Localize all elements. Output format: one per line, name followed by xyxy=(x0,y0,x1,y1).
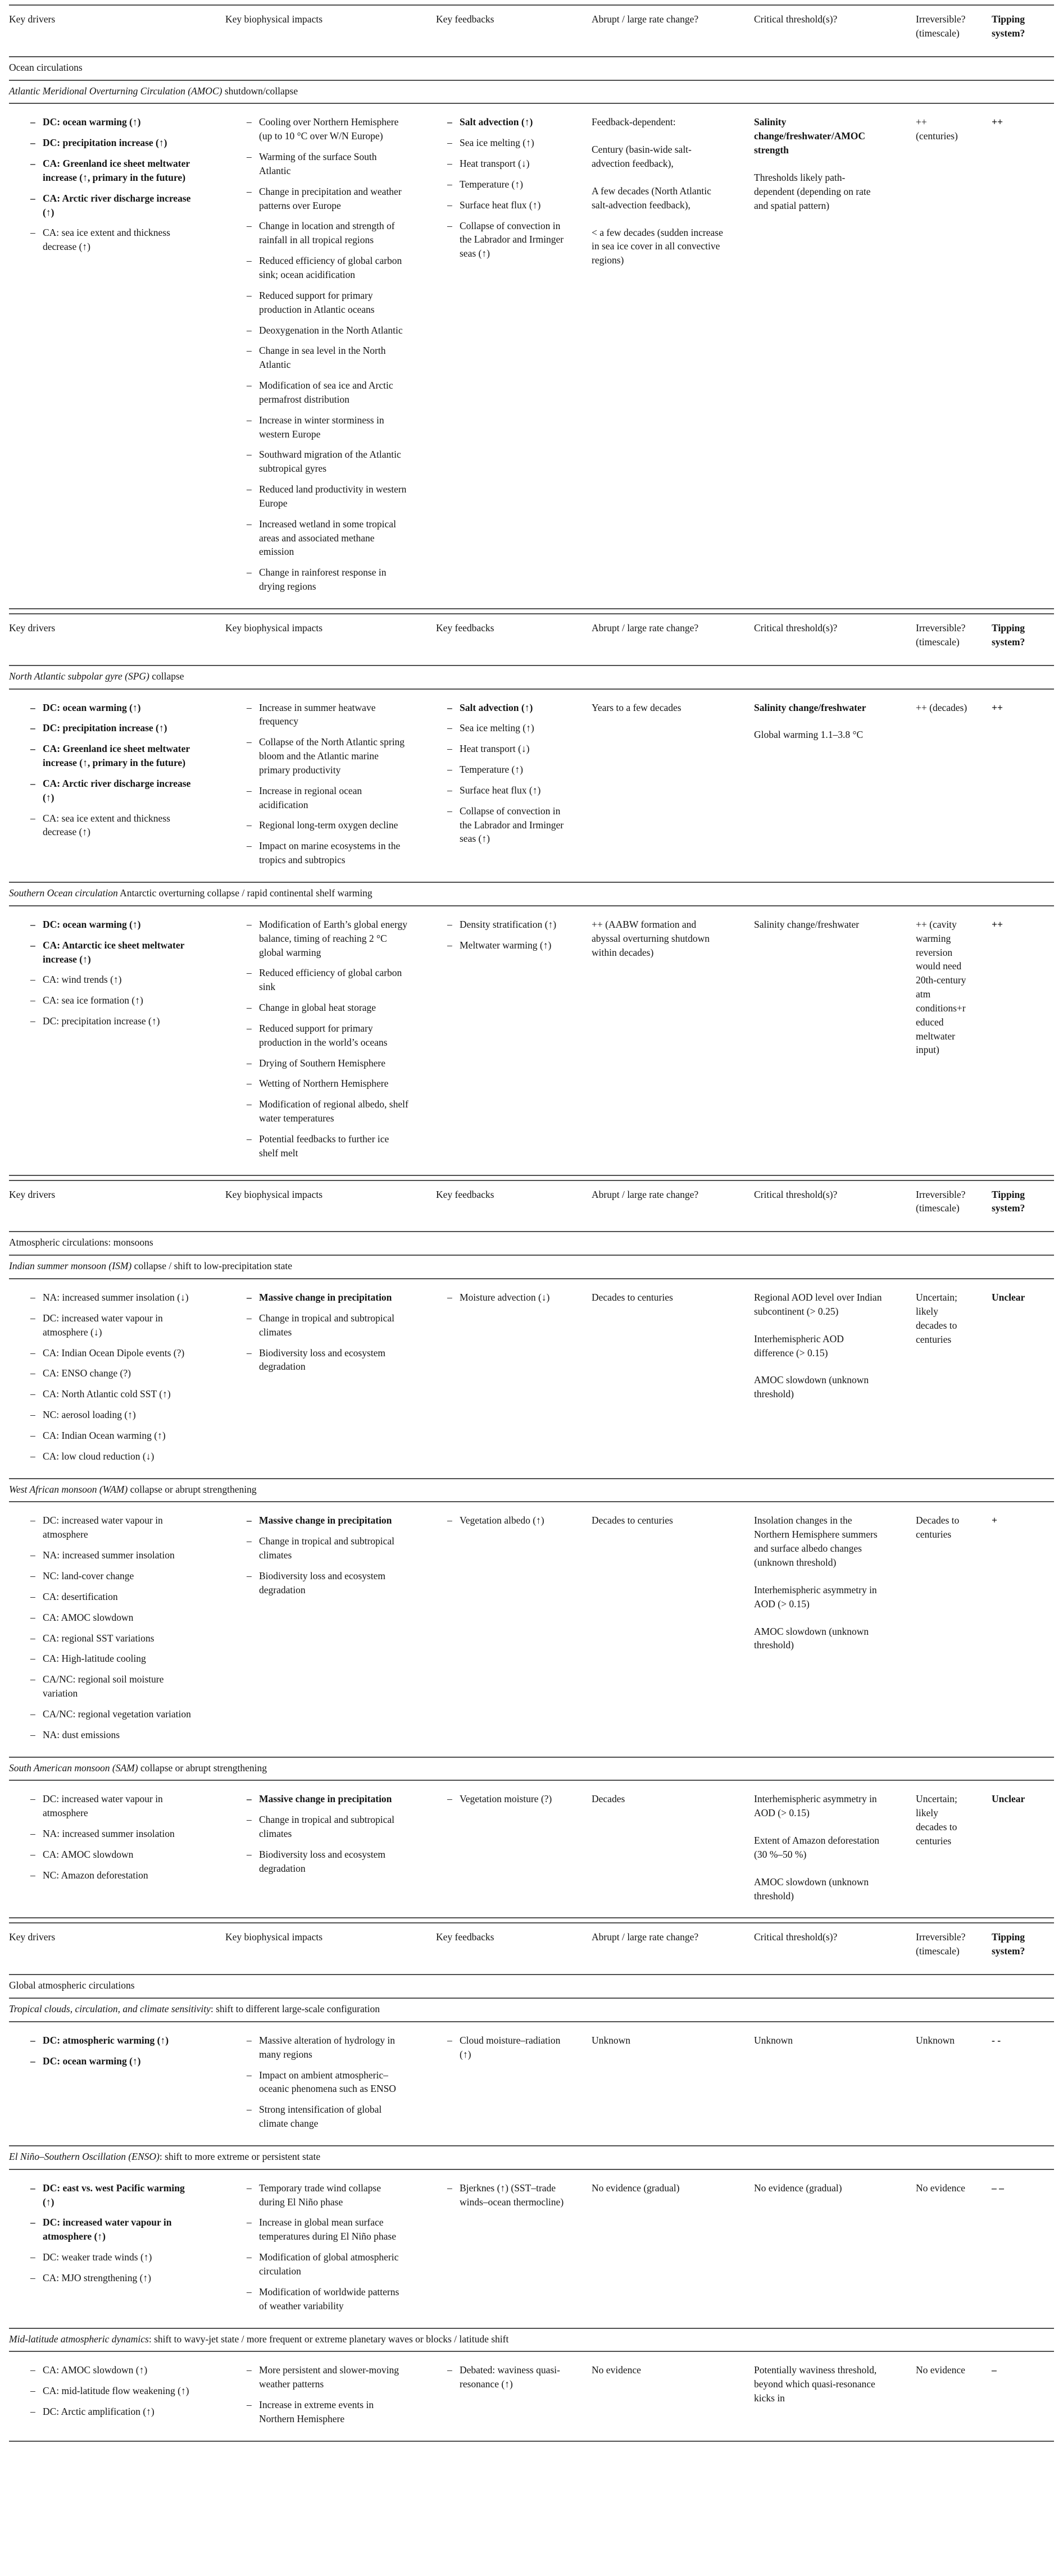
list-item: – Sea ice melting (↑) xyxy=(447,136,569,150)
list-item: – Increase in summer heatwave frequency xyxy=(247,701,409,729)
cell-feedbacks xyxy=(436,115,592,594)
list-item: – Increase in winter storminess in western Europe xyxy=(247,413,409,441)
text-paragraph: No evidence (gradual) xyxy=(754,2182,842,2194)
text-paragraph: – xyxy=(992,2364,997,2376)
list-item: – CA: Arctic river discharge increase (↑) xyxy=(30,192,198,220)
list-item: – Surface heat flux (↑) xyxy=(447,783,569,797)
section-title-rest: collapse or abrupt strengthening xyxy=(128,1483,257,1495)
rule xyxy=(9,608,1054,609)
list-item: – CA: Greenland ice sheet meltwater increase (↑, primary in the future) xyxy=(30,157,198,185)
section-title-italic: Atlantic Meridional Overturning Circulation (AMOC) xyxy=(9,85,222,97)
text-paragraph: Global warming 1.1–3.8 °C xyxy=(754,729,864,741)
list-item: – NC: Amazon deforestation xyxy=(30,1868,198,1882)
section-row-enso xyxy=(9,2170,1054,2328)
section-title-rest: : shift to more extreme or persistent state xyxy=(159,2150,321,2162)
list-item: – Debated: waviness quasi-resonance (↑) xyxy=(447,2363,569,2391)
list-item: – CA: AMOC slowdown (↑) xyxy=(30,2363,198,2377)
list-item: – DC: precipitation increase (↑) xyxy=(30,721,198,735)
list-item: – Salt advection (↑) xyxy=(447,701,569,715)
section-title-wam xyxy=(9,1479,1054,1502)
list-item: – More persistent and slower-moving weather patterns xyxy=(247,2363,409,2391)
cell-abrupt xyxy=(592,2181,754,2313)
column-header-threshold: Critical threshold(s)? xyxy=(754,13,838,25)
text-paragraph: Salinity change/freshwater xyxy=(754,701,866,713)
list-item: – DC: weaker trade winds (↑) xyxy=(30,2250,198,2264)
list-item: – Potential feedbacks to further ice shelf melt xyxy=(247,1132,409,1160)
cell-irreversible xyxy=(916,2181,992,2313)
column-header-feedbacks: Key feedbacks xyxy=(436,13,494,25)
text-paragraph: Extent of Amazon deforestation (30 %–50 %) xyxy=(754,1835,880,1860)
cell-feedbacks xyxy=(436,1513,592,1741)
list-item: – Temporary trade wind collapse during El Niño phase xyxy=(247,2181,409,2209)
list-item: – CA: sea ice formation (↑) xyxy=(30,993,198,1007)
list-item: – Southward migration of the Atlantic subtropical gyres xyxy=(247,448,409,476)
cell-feedbacks xyxy=(436,2181,592,2313)
text-paragraph: AMOC slowdown (unknown threshold) xyxy=(754,1625,869,1651)
list-item: – Change in tropical and subtropical climates xyxy=(247,1311,409,1339)
text-paragraph: Decades to centuries xyxy=(592,1292,673,1303)
list-item: – CA: High-latitude cooling xyxy=(30,1652,198,1666)
section-title-spg xyxy=(9,666,1054,689)
section-row-tropical-clouds xyxy=(9,2022,1054,2145)
cell-drivers xyxy=(9,2034,225,2131)
section-title-italic: Indian summer monsoon (ISM) xyxy=(9,1260,132,1272)
cell-tipping xyxy=(992,2181,1044,2313)
section-title-italic: West African monsoon (WAM) xyxy=(9,1483,128,1495)
list-item: – Change in precipitation and weather patterns over Europe xyxy=(247,185,409,213)
list-item: – DC: increased water vapour in atmosphere (↑) xyxy=(30,2215,198,2244)
cell-feedbacks xyxy=(436,701,592,867)
list-item: – DC: ocean warming (↑) xyxy=(30,701,198,715)
column-header-feedbacks: Key feedbacks xyxy=(436,622,494,633)
list-item: – Change in rainforest response in drying regions xyxy=(247,566,409,594)
list-item: – Reduced support for primary production in the world’s oceans xyxy=(247,1022,409,1050)
section-title-amoc xyxy=(9,81,1054,103)
list-item: – DC: atmospheric warming (↑) xyxy=(30,2034,198,2048)
list-item: – Massive change in precipitation xyxy=(247,1291,409,1305)
cell-threshold xyxy=(754,1291,916,1463)
cell-drivers xyxy=(9,1291,225,1463)
cell-drivers xyxy=(9,115,225,594)
cell-abrupt xyxy=(592,1291,754,1463)
list-item: – CA/NC: regional soil moisture variation xyxy=(30,1672,198,1700)
text-paragraph: AMOC slowdown (unknown threshold) xyxy=(754,1876,869,1902)
column-header-irreversible: Irreversible? (timescale) xyxy=(916,622,966,648)
section-title-ism xyxy=(9,1256,1054,1278)
list-item: – CA: sea ice extent and thickness decrease (↑) xyxy=(30,811,198,840)
text-paragraph: Unclear xyxy=(992,1292,1025,1303)
list-item: – Heat transport (↓) xyxy=(447,157,569,171)
list-item: – Modification of global atmospheric circulation xyxy=(247,2250,409,2278)
text-paragraph: Insolation changes in the Northern Hemisphere summers and surface albedo changes (unknown threshold) xyxy=(754,1515,878,1568)
list-item: – Modification of worldwide patterns of weather variability xyxy=(247,2285,409,2313)
section-title-italic: South American monsoon (SAM) xyxy=(9,1762,138,1773)
text-paragraph: ++ xyxy=(992,701,1003,713)
cell-irreversible xyxy=(916,2034,992,2131)
text-paragraph: Decades to centuries xyxy=(916,1515,960,1540)
list-item: – CA: Antarctic ice sheet meltwater increase (↑) xyxy=(30,938,198,966)
column-header-tipping: Tipping system? xyxy=(992,1931,1025,1957)
column-header-key-drivers: Key drivers xyxy=(9,1188,56,1200)
cell-threshold xyxy=(754,2181,916,2313)
text-paragraph: No evidence xyxy=(916,2182,965,2194)
section-title-rest: collapse xyxy=(149,670,184,682)
list-item: – Salt advection (↑) xyxy=(447,115,569,129)
list-item: – CA: North Atlantic cold SST (↑) xyxy=(30,1387,198,1401)
list-item: – CA: ENSO change (?) xyxy=(30,1366,198,1380)
list-item: – Cooling over Northern Hemisphere (up to 10 °C over W/N Europe) xyxy=(247,115,409,143)
text-paragraph: A few decades (North Atlantic salt-advection feedback), xyxy=(592,185,711,211)
rule xyxy=(9,2441,1054,2442)
list-item: – Impact on marine ecosystems in the tropics and subtropics xyxy=(247,839,409,867)
column-header-impacts: Key biophysical impacts xyxy=(225,1188,323,1200)
list-item: – CA: mid-latitude flow weakening (↑) xyxy=(30,2384,198,2398)
list-item: – Surface heat flux (↑) xyxy=(447,198,569,212)
section-title-southern-ocean xyxy=(9,883,1054,905)
section-row-mid-latitude xyxy=(9,2352,1054,2440)
list-item: – DC: precipitation increase (↑) xyxy=(30,1014,198,1028)
cell-impacts xyxy=(225,2034,436,2131)
cell-feedbacks xyxy=(436,2034,592,2131)
cell-drivers xyxy=(9,1792,225,1903)
text-paragraph: Interhemispheric asymmetry in AOD (> 0.15) xyxy=(754,1793,877,1819)
list-item: – DC: ocean warming (↑) xyxy=(30,918,198,932)
cell-abrupt xyxy=(592,2034,754,2131)
list-item: – Increased wetland in some tropical areas and associated methane emission xyxy=(247,517,409,559)
list-item: – Change in tropical and subtropical climates xyxy=(247,1813,409,1841)
cell-feedbacks xyxy=(436,2363,592,2425)
cell-abrupt xyxy=(592,701,754,867)
text-paragraph: Unclear xyxy=(992,1793,1025,1805)
list-item: – CA: AMOC slowdown xyxy=(30,1611,198,1625)
text-paragraph: ++ (AABW formation and abyssal overturning shutdown within decades) xyxy=(592,918,710,958)
list-item: – Heat transport (↓) xyxy=(447,742,569,756)
section-title-italic: Mid-latitude atmospheric dynamics xyxy=(9,2333,149,2345)
list-item: – CA: Arctic river discharge increase (↑) xyxy=(30,777,198,805)
list-item: – CA: AMOC slowdown xyxy=(30,1848,198,1862)
list-item: – Impact on ambient atmospheric–oceanic phenomena such as ENSO xyxy=(247,2068,409,2096)
cell-irreversible xyxy=(916,1513,992,1741)
text-paragraph: Uncertain; likely decades to centuries xyxy=(916,1292,957,1345)
section-title-rest: collapse or abrupt strengthening xyxy=(138,1762,267,1773)
list-item: – NC: aerosol loading (↑) xyxy=(30,1408,198,1422)
text-paragraph: Century (basin-wide salt-advection feedback), xyxy=(592,144,692,170)
list-item: – Reduced land productivity in western Europe xyxy=(247,482,409,510)
section-title-rest: : shift to different large-scale configuration xyxy=(210,2003,380,2014)
text-paragraph: Decades to centuries xyxy=(592,1515,673,1526)
list-item: – Biodiversity loss and ecosystem degradation xyxy=(247,1346,409,1374)
cell-drivers xyxy=(9,1513,225,1741)
cell-threshold xyxy=(754,2363,916,2425)
text-paragraph: Decades xyxy=(592,1793,625,1805)
group-header-monsoons: Atmospheric circulations: monsoons xyxy=(9,1237,153,1248)
text-paragraph: No evidence (gradual) xyxy=(592,2182,680,2194)
list-item: – Vegetation albedo (↑) xyxy=(447,1513,569,1528)
column-header-key-drivers: Key drivers xyxy=(9,13,56,25)
list-item: – NA: increased summer insolation (↓) xyxy=(30,1291,198,1305)
column-header-threshold: Critical threshold(s)? xyxy=(754,1931,838,1943)
cell-irreversible xyxy=(916,1291,992,1463)
cell-tipping xyxy=(992,1513,1044,1741)
list-item: – Biodiversity loss and ecosystem degradation xyxy=(247,1848,409,1876)
list-item: – Warming of the surface South Atlantic xyxy=(247,150,409,178)
cell-abrupt xyxy=(592,918,754,1160)
section-title-mid-latitude xyxy=(9,2329,1054,2351)
text-paragraph: AMOC slowdown (unknown threshold) xyxy=(754,1374,869,1400)
column-header-tipping: Tipping system? xyxy=(992,13,1025,39)
column-header-row xyxy=(9,1923,1054,1974)
list-item: – NA: increased summer insolation xyxy=(30,1827,198,1841)
cell-threshold xyxy=(754,1792,916,1903)
list-item: – Change in global heat storage xyxy=(247,1001,409,1015)
cell-impacts xyxy=(225,2181,436,2313)
text-paragraph: Potentially waviness threshold, beyond which quasi-resonance kicks in xyxy=(754,2364,877,2404)
cell-impacts xyxy=(225,1513,436,1741)
list-item: – Density stratification (↑) xyxy=(447,918,569,932)
list-item: – Biodiversity loss and ecosystem degradation xyxy=(247,1569,409,1597)
column-header-irreversible: Irreversible? (timescale) xyxy=(916,13,966,39)
cell-impacts xyxy=(225,701,436,867)
list-item: – DC: increased water vapour in atmosphere xyxy=(30,1792,198,1820)
list-item: – Strong intensification of global climate change xyxy=(247,2103,409,2131)
list-item: – Collapse of convection in the Labrador and Irminger seas (↑) xyxy=(447,804,569,846)
cell-tipping xyxy=(992,1291,1044,1463)
cell-irreversible xyxy=(916,1792,992,1903)
list-item: – Sea ice melting (↑) xyxy=(447,721,569,735)
section-title-italic: Southern Ocean circulation xyxy=(9,887,118,899)
cell-abrupt xyxy=(592,1792,754,1903)
list-item: – DC: east vs. west Pacific warming (↑) xyxy=(30,2181,198,2209)
column-header-irreversible: Irreversible? (timescale) xyxy=(916,1188,966,1214)
cell-impacts xyxy=(225,1792,436,1903)
cell-tipping xyxy=(992,2034,1044,2131)
list-item: – Deoxygenation in the North Atlantic xyxy=(247,323,409,338)
section-row-wam xyxy=(9,1502,1054,1756)
column-header-row xyxy=(9,6,1054,56)
section-row-sam xyxy=(9,1781,1054,1917)
list-item: – DC: precipitation increase (↑) xyxy=(30,136,198,150)
cell-threshold xyxy=(754,1513,916,1741)
text-paragraph: - - xyxy=(992,2034,1001,2046)
column-header-impacts: Key biophysical impacts xyxy=(225,1931,323,1943)
list-item: – Massive change in precipitation xyxy=(247,1792,409,1806)
column-header-threshold: Critical threshold(s)? xyxy=(754,622,838,633)
section-title-italic: Tropical clouds, circulation, and climate sensitivity xyxy=(9,2003,211,2014)
list-item: – Moisture advection (↓) xyxy=(447,1291,569,1305)
list-item: – Vegetation moisture (?) xyxy=(447,1792,569,1806)
list-item: – CA: low cloud reduction (↓) xyxy=(30,1449,198,1463)
list-item: – Reduced efficiency of global carbon sink xyxy=(247,966,409,994)
cell-impacts xyxy=(225,1291,436,1463)
column-header-feedbacks: Key feedbacks xyxy=(436,1931,494,1943)
text-paragraph: No evidence xyxy=(592,2364,641,2376)
cell-irreversible xyxy=(916,2363,992,2425)
cell-threshold xyxy=(754,918,916,1160)
section-title-italic: El Niño–Southern Oscillation (ENSO) xyxy=(9,2150,160,2162)
column-header-impacts: Key biophysical impacts xyxy=(225,622,323,633)
cell-drivers xyxy=(9,2181,225,2313)
list-item: – Temperature (↑) xyxy=(447,177,569,192)
cell-tipping xyxy=(992,115,1044,594)
list-item: – NC: land-cover change xyxy=(30,1569,198,1583)
list-item: – Bjerknes (↑) (SST–trade winds–ocean thermocline) xyxy=(447,2181,569,2209)
column-header-impacts: Key biophysical impacts xyxy=(225,13,323,25)
list-item: – CA: sea ice extent and thickness decrease (↑) xyxy=(30,226,198,254)
cell-abrupt xyxy=(592,115,754,594)
text-paragraph: Salinity change/freshwater xyxy=(754,918,860,930)
cell-drivers xyxy=(9,701,225,867)
list-item: – Reduced efficiency of global carbon sink; ocean acidification xyxy=(247,254,409,282)
cell-feedbacks xyxy=(436,1792,592,1903)
text-paragraph: No evidence xyxy=(916,2364,965,2376)
section-title-sam xyxy=(9,1758,1054,1780)
list-item: – Modification of sea ice and Arctic permafrost distribution xyxy=(247,379,409,407)
list-item: – Collapse of convection in the Labrador and Irminger seas (↑) xyxy=(447,219,569,261)
list-item: – Wetting of Northern Hemisphere xyxy=(247,1077,409,1091)
group-header-ocean-circulations: Ocean circulations xyxy=(9,61,83,73)
text-paragraph: + xyxy=(992,1515,997,1526)
column-header-abrupt: Abrupt / large rate change? xyxy=(592,13,699,25)
list-item: – Increase in extreme events in Northern Hemisphere xyxy=(247,2398,409,2426)
list-item: – Collapse of the North Atlantic spring bloom and the Atlantic marine primary productivity xyxy=(247,735,409,777)
list-item: – CA: Greenland ice sheet meltwater increase (↑, primary in the future) xyxy=(30,742,198,770)
list-item: – Change in sea level in the North Atlantic xyxy=(247,344,409,372)
cell-abrupt xyxy=(592,2363,754,2425)
list-item: – Modification of regional albedo, shelf water temperatures xyxy=(247,1097,409,1125)
section-title-rest: : shift to wavy-jet state / more frequent or extreme planetary waves or blocks / latitude shift xyxy=(148,2333,509,2345)
column-header-row xyxy=(9,614,1054,665)
column-header-abrupt: Abrupt / large rate change? xyxy=(592,1931,699,1943)
section-row-southern-ocean xyxy=(9,906,1054,1175)
list-item: – Cloud moisture–radiation (↑) xyxy=(447,2034,569,2062)
text-paragraph: ++ (centuries) xyxy=(916,116,958,142)
list-item: – NA: dust emissions xyxy=(30,1728,198,1742)
section-title-enso xyxy=(9,2146,1054,2169)
list-item: – CA: Indian Ocean Dipole events (?) xyxy=(30,1346,198,1360)
cell-drivers xyxy=(9,918,225,1160)
cell-tipping xyxy=(992,918,1044,1160)
section-title-rest: Antarctic overturning collapse / rapid continental shelf warming xyxy=(117,887,372,899)
column-header-abrupt: Abrupt / large rate change? xyxy=(592,1188,699,1200)
list-item: – Massive change in precipitation xyxy=(247,1513,409,1528)
column-header-abrupt: Abrupt / large rate change? xyxy=(592,622,699,633)
group-header-global-atmospheric: Global atmospheric circulations xyxy=(9,1980,135,1991)
list-item: – Reduced support for primary production in Atlantic oceans xyxy=(247,289,409,317)
cell-impacts xyxy=(225,115,436,594)
section-title-italic: North Atlantic subpolar gyre (SPG) xyxy=(9,670,149,682)
column-header-threshold: Critical threshold(s)? xyxy=(754,1188,838,1200)
section-row-amoc xyxy=(9,104,1054,608)
list-item: – Increase in global mean surface temperatures during El Niño phase xyxy=(247,2215,409,2244)
cell-abrupt xyxy=(592,1513,754,1741)
text-paragraph: < a few decades (sudden increase in sea ice cover in all convective regions) xyxy=(592,226,723,266)
text-paragraph: ++ xyxy=(992,116,1003,128)
cell-impacts xyxy=(225,2363,436,2425)
list-item: – Drying of Southern Hemisphere xyxy=(247,1056,409,1070)
section-row-spg xyxy=(9,690,1054,882)
text-paragraph: Unknown xyxy=(916,2034,955,2046)
list-item: – DC: increased water vapour in atmosphere (↓) xyxy=(30,1311,198,1339)
list-item: – CA: desertification xyxy=(30,1590,198,1604)
column-header-key-drivers: Key drivers xyxy=(9,1931,56,1943)
cell-drivers xyxy=(9,2363,225,2425)
cell-threshold xyxy=(754,115,916,594)
column-header-row xyxy=(9,1181,1054,1232)
text-paragraph: ++ (cavity warming reversion would need 20th-century atm conditions+reduced meltwater input) xyxy=(916,918,966,1056)
text-paragraph: Feedback-dependent: xyxy=(592,116,676,128)
text-paragraph: – – xyxy=(992,2182,1004,2194)
section-row-ism xyxy=(9,1279,1054,1478)
list-item: – DC: Arctic amplification (↑) xyxy=(30,2405,198,2419)
list-item: – CA/NC: regional vegetation variation xyxy=(30,1707,198,1721)
cell-irreversible xyxy=(916,701,992,867)
section-title-rest: collapse / shift to low-precipitation state xyxy=(131,1260,293,1272)
list-item: – Temperature (↑) xyxy=(447,763,569,777)
text-paragraph: ++ (decades) xyxy=(916,701,967,713)
text-paragraph: Uncertain; likely decades to centuries xyxy=(916,1793,957,1846)
list-item: – NA: increased summer insolation xyxy=(30,1548,198,1562)
cell-threshold xyxy=(754,2034,916,2131)
section-title-tropical-clouds xyxy=(9,1999,1054,2021)
section-title-rest: shutdown/collapse xyxy=(222,85,298,97)
list-item: – DC: ocean warming (↑) xyxy=(30,115,198,129)
list-item: – CA: Indian Ocean warming (↑) xyxy=(30,1429,198,1443)
text-paragraph: Unknown xyxy=(754,2034,793,2046)
column-header-irreversible: Irreversible? (timescale) xyxy=(916,1931,966,1957)
cell-threshold xyxy=(754,701,916,867)
cell-feedbacks xyxy=(436,1291,592,1463)
cell-tipping xyxy=(992,2363,1044,2425)
text-paragraph: Thresholds likely path-dependent (depending on rate and spatial pattern) xyxy=(754,171,871,211)
text-paragraph: Interhemispheric AOD difference (> 0.15) xyxy=(754,1333,844,1358)
text-paragraph: Interhemispheric asymmetry in AOD (> 0.15) xyxy=(754,1584,877,1610)
list-item: – Change in location and strength of rainfall in all tropical regions xyxy=(247,219,409,247)
text-paragraph: Regional AOD level over Indian subcontinent (> 0.25) xyxy=(754,1292,882,1317)
text-paragraph: Years to a few decades xyxy=(592,701,682,713)
list-item: – Massive alteration of hydrology in many regions xyxy=(247,2034,409,2062)
rule xyxy=(9,1175,1054,1176)
cell-irreversible xyxy=(916,918,992,1160)
list-item: – CA: wind trends (↑) xyxy=(30,973,198,987)
rule xyxy=(9,1917,1054,1918)
column-header-key-drivers: Key drivers xyxy=(9,622,56,633)
list-item: – CA: regional SST variations xyxy=(30,1631,198,1645)
cell-feedbacks xyxy=(436,918,592,1160)
list-item: – DC: increased water vapour in atmosphere xyxy=(30,1513,198,1542)
cell-tipping xyxy=(992,701,1044,867)
list-item: – CA: MJO strengthening (↑) xyxy=(30,2271,198,2285)
list-item: – DC: ocean warming (↑) xyxy=(30,2054,198,2068)
text-paragraph: Salinity change/freshwater/AMOC strength xyxy=(754,116,865,156)
text-paragraph: Unknown xyxy=(592,2034,631,2046)
cell-tipping xyxy=(992,1792,1044,1903)
list-item: – Change in tropical and subtropical climates xyxy=(247,1534,409,1562)
list-item: – Meltwater warming (↑) xyxy=(447,938,569,952)
list-item: – Modification of Earth’s global energy balance, timing of reaching 2 °C global warming xyxy=(247,918,409,960)
cell-impacts xyxy=(225,918,436,1160)
column-header-tipping: Tipping system? xyxy=(992,622,1025,648)
cell-irreversible xyxy=(916,115,992,594)
list-item: – Increase in regional ocean acidification xyxy=(247,784,409,812)
column-header-feedbacks: Key feedbacks xyxy=(436,1188,494,1200)
text-paragraph: ++ xyxy=(992,918,1003,930)
column-header-tipping: Tipping system? xyxy=(992,1188,1025,1214)
list-item: – Regional long-term oxygen decline xyxy=(247,818,409,832)
